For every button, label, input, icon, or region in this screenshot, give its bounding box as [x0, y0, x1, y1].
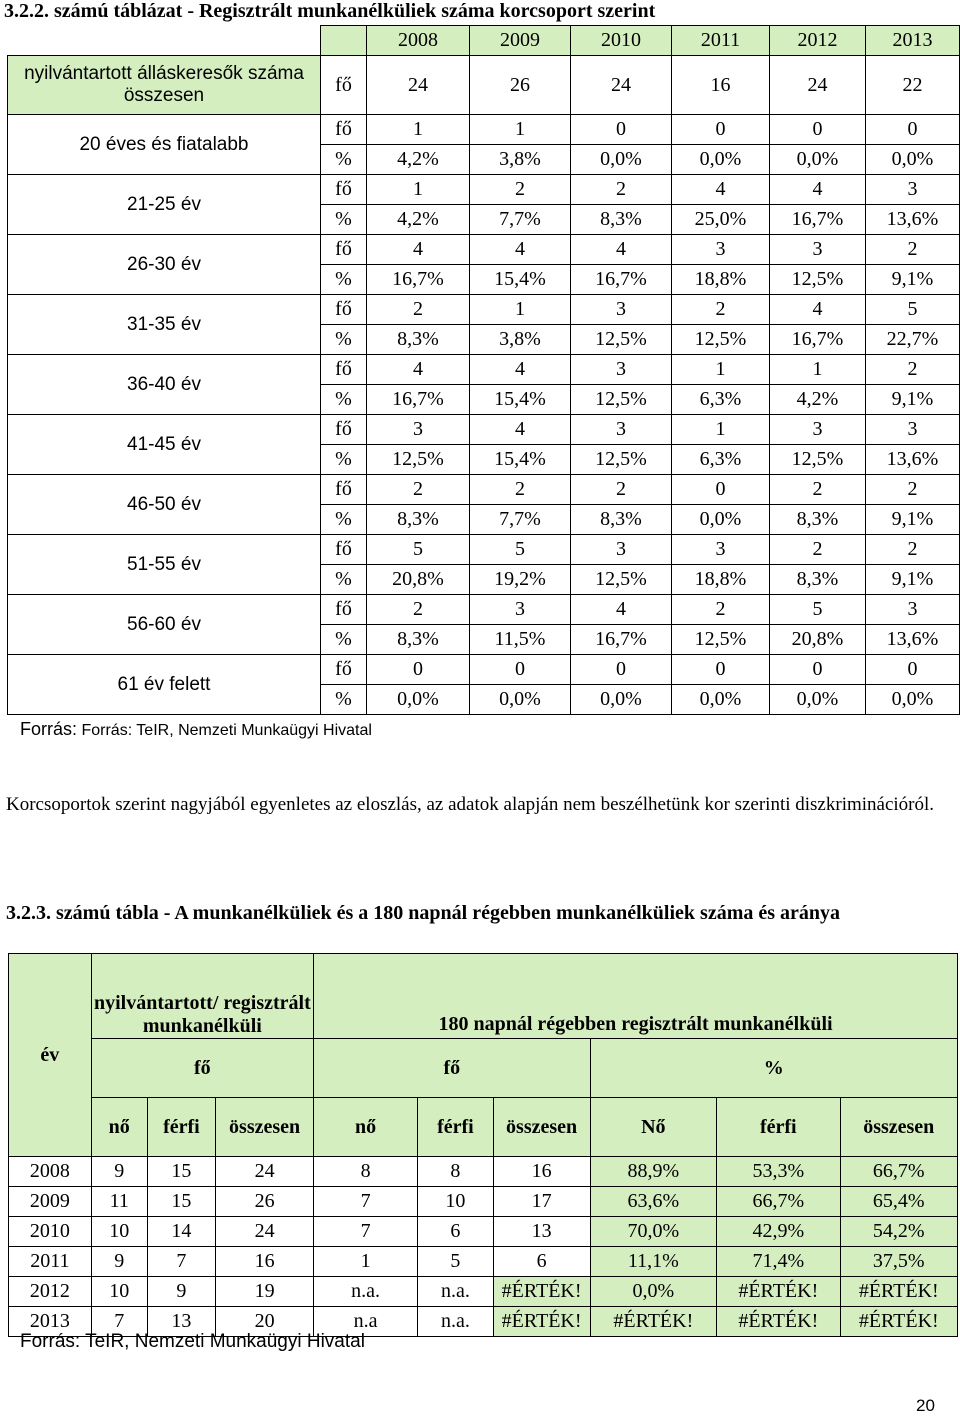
total-value: 24 — [571, 56, 672, 115]
unit-header: fő — [314, 1039, 590, 1098]
table-row — [9, 1157, 958, 1187]
table-row — [9, 1187, 958, 1217]
data-cell: 8 — [314, 1157, 418, 1187]
count-cell: 1 — [367, 115, 470, 145]
age-group-table — [7, 25, 960, 715]
table2-title: 3.2.3. számú tábla - A munkanélküliek és a 180 napnál régebben munkanélküliek száma és aránya — [6, 902, 841, 924]
longterm-header: 180 napnál régebben regisztrált munkanélküli — [314, 954, 958, 1039]
subheader-cell: összesen — [840, 1098, 957, 1157]
percent-cell: 0,0% — [770, 145, 866, 175]
percent-cell: 12,5% — [672, 625, 770, 655]
count-cell: 2 — [672, 595, 770, 625]
subheader-cell: Nő — [590, 1098, 717, 1157]
percent-cell: 8,3% — [367, 505, 470, 535]
table-row — [8, 655, 960, 685]
count-cell: 3 — [470, 595, 571, 625]
data-cell: 13 — [147, 1307, 215, 1337]
percent-cell: 9,1% — [866, 505, 960, 535]
count-cell: 2 — [367, 295, 470, 325]
count-cell: 2 — [470, 475, 571, 505]
count-cell: 3 — [571, 295, 672, 325]
percent-cell: 12,5% — [571, 565, 672, 595]
percent-cell: 9,1% — [866, 385, 960, 415]
unit-cell: fő — [321, 475, 367, 505]
data-cell: 66,7% — [717, 1187, 840, 1217]
data-cell: 6 — [493, 1247, 590, 1277]
page-number: 20 — [916, 1396, 935, 1415]
data-cell: 13 — [493, 1217, 590, 1247]
data-cell: 6 — [418, 1217, 494, 1247]
percent-cell: 0,0% — [571, 685, 672, 715]
table-row — [9, 1277, 958, 1307]
unit-cell: % — [321, 325, 367, 355]
percent-cell: 7,7% — [470, 505, 571, 535]
data-cell: 7 — [314, 1187, 418, 1217]
data-cell: 88,9% — [590, 1157, 717, 1187]
table2-source: Forrás: TeIR, Nemzeti Munkaügyi Hivatal — [20, 1331, 365, 1352]
count-cell: 2 — [367, 595, 470, 625]
percent-cell: 18,8% — [672, 565, 770, 595]
unit-cell: % — [321, 505, 367, 535]
unit-cell: % — [321, 385, 367, 415]
year-cell: 2011 — [9, 1247, 92, 1277]
percent-cell: 4,2% — [367, 145, 470, 175]
percent-cell: 19,2% — [470, 565, 571, 595]
count-cell: 3 — [672, 535, 770, 565]
total-value: 26 — [470, 56, 571, 115]
percent-cell: 12,5% — [571, 445, 672, 475]
table1-source: Forrás: Forrás: TeIR, Nemzeti Munkaügyi Hivatal — [20, 719, 372, 739]
data-cell: #ÉRTÉK! — [717, 1277, 840, 1307]
unit-cell: % — [321, 145, 367, 175]
table-row — [8, 415, 960, 445]
percent-cell: 8,3% — [770, 565, 866, 595]
data-cell: 10 — [418, 1187, 494, 1217]
percent-cell: 8,3% — [571, 505, 672, 535]
year-cell: 2012 — [9, 1277, 92, 1307]
percent-cell: 0,0% — [770, 685, 866, 715]
count-cell: 1 — [672, 415, 770, 445]
age-group-label: 46-50 év — [8, 475, 321, 535]
data-cell: 15 — [147, 1157, 215, 1187]
data-cell: 1 — [314, 1247, 418, 1277]
total-value: 24 — [367, 56, 470, 115]
count-cell: 0 — [672, 475, 770, 505]
count-cell: 2 — [470, 175, 571, 205]
data-cell: 11 — [91, 1187, 147, 1217]
percent-cell: 12,5% — [770, 445, 866, 475]
percent-cell: 0,0% — [571, 145, 672, 175]
data-cell: n.a. — [418, 1277, 494, 1307]
unit-cell: fő — [321, 115, 367, 145]
year-cell: 2008 — [9, 1157, 92, 1187]
data-cell: 20 — [216, 1307, 314, 1337]
total-label: nyilvántartott álláskeresők száma összesen — [8, 56, 321, 115]
data-cell: 7 — [147, 1247, 215, 1277]
table-row — [8, 295, 960, 325]
table-row — [9, 1217, 958, 1247]
age-group-label: 56-60 év — [8, 595, 321, 655]
table-header-row — [8, 26, 960, 56]
table-row — [8, 355, 960, 385]
table-row — [8, 475, 960, 505]
data-cell: 11,1% — [590, 1247, 717, 1277]
data-cell: 53,3% — [717, 1157, 840, 1187]
count-cell: 5 — [367, 535, 470, 565]
count-cell: 5 — [470, 535, 571, 565]
data-cell: #ÉRTÉK! — [590, 1307, 717, 1337]
percent-cell: 11,5% — [470, 625, 571, 655]
percent-cell: 15,4% — [470, 445, 571, 475]
unit-cell: fő — [321, 415, 367, 445]
data-cell: 9 — [91, 1157, 147, 1187]
subheader-cell: nő — [314, 1098, 418, 1157]
count-cell: 4 — [470, 235, 571, 265]
percent-cell: 8,3% — [770, 505, 866, 535]
percent-cell: 16,7% — [367, 385, 470, 415]
percent-cell: 0,0% — [672, 685, 770, 715]
percent-cell: 4,2% — [367, 205, 470, 235]
count-cell: 2 — [866, 535, 960, 565]
count-cell: 3 — [571, 535, 672, 565]
percent-cell: 7,7% — [470, 205, 571, 235]
count-cell: 0 — [866, 115, 960, 145]
percent-cell: 0,0% — [672, 145, 770, 175]
year-header: 2009 — [470, 26, 571, 56]
year-header: 2013 — [866, 26, 960, 56]
longterm-unemployed-table — [8, 953, 958, 1337]
percent-cell: 3,8% — [470, 145, 571, 175]
percent-cell: 0,0% — [470, 685, 571, 715]
count-cell: 4 — [367, 235, 470, 265]
percent-cell: 8,3% — [367, 325, 470, 355]
unit-cell: % — [321, 265, 367, 295]
percent-cell: 9,1% — [866, 265, 960, 295]
data-cell: 9 — [91, 1247, 147, 1277]
percent-cell: 16,7% — [571, 625, 672, 655]
count-cell: 3 — [571, 415, 672, 445]
count-cell: 1 — [470, 295, 571, 325]
unit-cell: % — [321, 625, 367, 655]
year-header: év — [9, 954, 92, 1157]
percent-cell: 25,0% — [672, 205, 770, 235]
percent-cell: 6,3% — [672, 445, 770, 475]
unit-cell: fő — [321, 175, 367, 205]
count-cell: 1 — [672, 355, 770, 385]
data-cell: 7 — [91, 1307, 147, 1337]
data-cell: #ÉRTÉK! — [840, 1277, 957, 1307]
data-cell: 42,9% — [717, 1217, 840, 1247]
percent-cell: 8,3% — [367, 625, 470, 655]
year-header: 2010 — [571, 26, 672, 56]
corner-cell — [321, 26, 367, 56]
count-cell: 2 — [770, 475, 866, 505]
percent-cell: 22,7% — [866, 325, 960, 355]
count-cell: 4 — [470, 355, 571, 385]
percent-cell: 20,8% — [770, 625, 866, 655]
percent-cell: 13,6% — [866, 445, 960, 475]
data-cell: 63,6% — [590, 1187, 717, 1217]
data-cell: 24 — [216, 1157, 314, 1187]
percent-cell: 12,5% — [571, 325, 672, 355]
data-cell: 37,5% — [840, 1247, 957, 1277]
table-row — [8, 56, 960, 115]
percent-cell: 16,7% — [770, 205, 866, 235]
data-cell: n.a — [314, 1307, 418, 1337]
data-cell: n.a. — [314, 1277, 418, 1307]
count-cell: 1 — [367, 175, 470, 205]
table-row — [8, 235, 960, 265]
data-cell: 54,2% — [840, 1217, 957, 1247]
age-group-label: 31-35 év — [8, 295, 321, 355]
count-cell: 4 — [571, 595, 672, 625]
percent-cell: 20,8% — [367, 565, 470, 595]
subheader-cell: férfi — [418, 1098, 494, 1157]
percent-cell: 0,0% — [866, 685, 960, 715]
count-cell: 0 — [770, 655, 866, 685]
table-row — [8, 595, 960, 625]
subheader-cell: összesen — [493, 1098, 590, 1157]
unit-cell: fő — [321, 655, 367, 685]
count-cell: 3 — [866, 595, 960, 625]
count-cell: 0 — [367, 655, 470, 685]
percent-cell: 0,0% — [672, 505, 770, 535]
count-cell: 2 — [866, 235, 960, 265]
data-cell: 24 — [216, 1217, 314, 1247]
percent-cell: 18,8% — [672, 265, 770, 295]
percent-cell: 9,1% — [866, 565, 960, 595]
count-cell: 2 — [672, 295, 770, 325]
percent-cell: 16,7% — [367, 265, 470, 295]
count-cell: 0 — [770, 115, 866, 145]
count-cell: 4 — [770, 295, 866, 325]
data-cell: 17 — [493, 1187, 590, 1217]
percent-cell: 16,7% — [571, 265, 672, 295]
count-cell: 0 — [866, 655, 960, 685]
count-cell: 2 — [571, 175, 672, 205]
data-cell: #ÉRTÉK! — [493, 1307, 590, 1337]
count-cell: 3 — [672, 235, 770, 265]
count-cell: 5 — [770, 595, 866, 625]
count-cell: 2 — [866, 475, 960, 505]
data-cell: #ÉRTÉK! — [717, 1307, 840, 1337]
data-cell: #ÉRTÉK! — [493, 1277, 590, 1307]
age-group-label: 41-45 év — [8, 415, 321, 475]
percent-cell: 12,5% — [571, 385, 672, 415]
count-cell: 0 — [571, 655, 672, 685]
total-value: 24 — [770, 56, 866, 115]
corner-cell — [8, 26, 321, 56]
count-cell: 2 — [571, 475, 672, 505]
age-group-label: 36-40 év — [8, 355, 321, 415]
year-cell: 2009 — [9, 1187, 92, 1217]
data-cell: 10 — [91, 1277, 147, 1307]
percent-cell: 15,4% — [470, 385, 571, 415]
unit-header: % — [590, 1039, 957, 1098]
data-cell: 0,0% — [590, 1277, 717, 1307]
percent-cell: 0,0% — [866, 145, 960, 175]
unit-header: fő — [91, 1039, 313, 1098]
data-cell: 16 — [493, 1157, 590, 1187]
percent-cell: 16,7% — [770, 325, 866, 355]
age-group-label: 21-25 év — [8, 175, 321, 235]
subheader-cell: összesen — [216, 1098, 314, 1157]
percent-cell: 12,5% — [367, 445, 470, 475]
unit-cell: fő — [321, 295, 367, 325]
data-cell: 16 — [216, 1247, 314, 1277]
percent-cell: 13,6% — [866, 625, 960, 655]
count-cell: 0 — [672, 115, 770, 145]
data-cell: 8 — [418, 1157, 494, 1187]
paragraph: Korcsoportok szerint nagyjából egyenletes az eloszlás, az adatok alapján nem beszélhetünk kor szerinti diszkriminációról. — [6, 794, 935, 815]
percent-cell: 12,5% — [672, 325, 770, 355]
table-header-row — [9, 1039, 958, 1098]
data-cell: 19 — [216, 1277, 314, 1307]
count-cell: 1 — [770, 355, 866, 385]
year-header: 2008 — [367, 26, 470, 56]
subheader-cell: férfi — [717, 1098, 840, 1157]
data-cell: n.a. — [418, 1307, 494, 1337]
percent-cell: 8,3% — [571, 205, 672, 235]
data-cell: 26 — [216, 1187, 314, 1217]
count-cell: 3 — [770, 235, 866, 265]
table1-title: 3.2.2. számú táblázat - Regisztrált munkanélküliek száma korcsoport szerint — [4, 0, 656, 22]
data-cell: 7 — [314, 1217, 418, 1247]
count-cell: 3 — [571, 355, 672, 385]
count-cell: 4 — [672, 175, 770, 205]
count-cell: 5 — [866, 295, 960, 325]
unit-cell: fő — [321, 595, 367, 625]
unit-cell: fő — [321, 56, 367, 115]
count-cell: 1 — [470, 115, 571, 145]
age-group-label: 61 év felett — [8, 655, 321, 715]
unit-cell: fő — [321, 535, 367, 565]
table-row — [8, 175, 960, 205]
count-cell: 4 — [770, 175, 866, 205]
percent-cell: 4,2% — [770, 385, 866, 415]
data-cell: 66,7% — [840, 1157, 957, 1187]
count-cell: 2 — [866, 355, 960, 385]
data-cell: #ÉRTÉK! — [840, 1307, 957, 1337]
data-cell: 5 — [418, 1247, 494, 1277]
count-cell: 3 — [866, 415, 960, 445]
count-cell: 2 — [367, 475, 470, 505]
unit-cell: % — [321, 445, 367, 475]
percent-cell: 3,8% — [470, 325, 571, 355]
age-group-label: 26-30 év — [8, 235, 321, 295]
table-header-row — [9, 954, 958, 1039]
percent-cell: 6,3% — [672, 385, 770, 415]
year-header: 2011 — [672, 26, 770, 56]
count-cell: 4 — [571, 235, 672, 265]
data-cell: 15 — [147, 1187, 215, 1217]
count-cell: 3 — [866, 175, 960, 205]
total-value: 16 — [672, 56, 770, 115]
percent-cell: 15,4% — [470, 265, 571, 295]
total-value: 22 — [866, 56, 960, 115]
data-cell: 9 — [147, 1277, 215, 1307]
subheader-cell: nő — [91, 1098, 147, 1157]
table-row — [9, 1247, 958, 1277]
registered-header: nyilvántartott/ regisztrált munkanélküli — [91, 954, 313, 1039]
data-cell: 14 — [147, 1217, 215, 1247]
year-header: 2012 — [770, 26, 866, 56]
table-header-row — [9, 1098, 958, 1157]
percent-cell: 13,6% — [866, 205, 960, 235]
count-cell: 4 — [367, 355, 470, 385]
age-group-label: 20 éves és fiatalabb — [8, 115, 321, 175]
unit-cell: % — [321, 685, 367, 715]
year-cell: 2010 — [9, 1217, 92, 1247]
count-cell: 2 — [770, 535, 866, 565]
count-cell: 0 — [571, 115, 672, 145]
percent-cell: 12,5% — [770, 265, 866, 295]
count-cell: 4 — [470, 415, 571, 445]
table-row — [8, 115, 960, 145]
subheader-cell: férfi — [147, 1098, 215, 1157]
unit-cell: % — [321, 565, 367, 595]
year-cell: 2013 — [9, 1307, 92, 1337]
count-cell: 3 — [367, 415, 470, 445]
data-cell: 70,0% — [590, 1217, 717, 1247]
unit-cell: fő — [321, 235, 367, 265]
age-group-label: 51-55 év — [8, 535, 321, 595]
count-cell: 0 — [672, 655, 770, 685]
table-row — [8, 535, 960, 565]
count-cell: 3 — [770, 415, 866, 445]
data-cell: 65,4% — [840, 1187, 957, 1217]
unit-cell: fő — [321, 355, 367, 385]
data-cell: 71,4% — [717, 1247, 840, 1277]
unit-cell: % — [321, 205, 367, 235]
percent-cell: 0,0% — [367, 685, 470, 715]
count-cell: 0 — [470, 655, 571, 685]
data-cell: 10 — [91, 1217, 147, 1247]
